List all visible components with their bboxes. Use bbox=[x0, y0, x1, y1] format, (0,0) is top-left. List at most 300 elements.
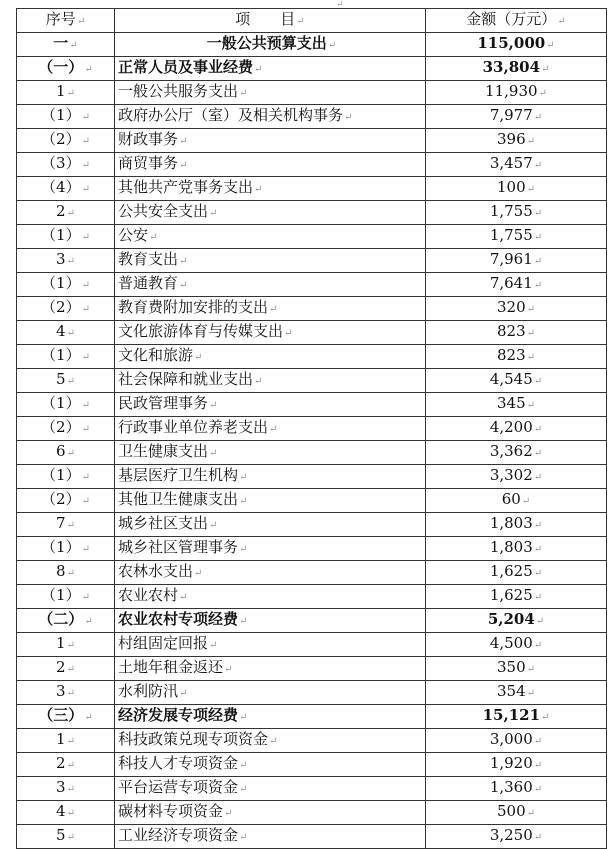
paragraph-mark-icon: ↵ bbox=[81, 184, 90, 195]
row-number bbox=[17, 105, 115, 129]
row-item-text: 一般公共预算支出 bbox=[206, 34, 327, 52]
row-item bbox=[115, 345, 426, 369]
paragraph-mark-icon: ↵ bbox=[533, 208, 543, 219]
row-amount-text: 60 bbox=[501, 490, 521, 508]
row-number bbox=[17, 393, 115, 417]
paragraph-mark-icon: ↵ bbox=[533, 448, 543, 459]
paragraph-mark-icon: ↵ bbox=[81, 304, 90, 315]
table-row bbox=[17, 777, 607, 801]
paragraph-mark-icon: ↵ bbox=[239, 544, 248, 555]
row-number-text: 1 bbox=[56, 730, 66, 748]
row-item bbox=[115, 81, 426, 105]
row-item bbox=[115, 57, 426, 81]
table-row bbox=[17, 81, 607, 105]
row-item bbox=[115, 801, 426, 825]
row-number-text: （1） bbox=[41, 274, 81, 292]
paragraph-mark-icon: ↵ bbox=[533, 760, 543, 771]
row-item-text: 政府办公厅（室）及相关机构事务 bbox=[118, 106, 344, 124]
row-amount bbox=[426, 825, 607, 849]
row-number-text: （4） bbox=[41, 178, 81, 196]
row-amount-text: 823 bbox=[496, 346, 526, 364]
row-number-text: 3 bbox=[56, 682, 66, 700]
row-amount-text: 350 bbox=[496, 658, 526, 676]
row-amount-text: 7,641 bbox=[489, 274, 533, 292]
row-item-text: 平台运营专项资金 bbox=[118, 778, 239, 796]
row-item bbox=[115, 225, 426, 249]
row-item bbox=[115, 321, 426, 345]
paragraph-mark-icon: ↵ bbox=[66, 208, 75, 219]
row-number bbox=[17, 729, 115, 753]
row-amount bbox=[426, 57, 607, 81]
row-item bbox=[115, 489, 426, 513]
row-amount-text: 345 bbox=[496, 394, 526, 412]
row-item-text: 科技人才专项资金 bbox=[118, 754, 239, 772]
row-item-text: 一般公共服务支出 bbox=[118, 82, 239, 100]
row-number bbox=[17, 129, 115, 153]
row-amount-text: 3,250 bbox=[489, 826, 533, 844]
row-number bbox=[17, 585, 115, 609]
row-item-text: 农业农村 bbox=[118, 586, 179, 604]
row-number bbox=[17, 561, 115, 585]
paragraph-mark-icon: ↵ bbox=[66, 328, 75, 339]
row-amount-text: 500 bbox=[496, 802, 526, 820]
row-item bbox=[115, 33, 426, 57]
table-row bbox=[17, 513, 607, 537]
paragraph-mark-icon: ↵ bbox=[84, 64, 93, 75]
table-row bbox=[17, 417, 607, 441]
paragraph-mark-icon: ↵ bbox=[66, 88, 75, 99]
row-number-text: （1） bbox=[41, 394, 81, 412]
paragraph-mark-icon: ↵ bbox=[526, 184, 536, 195]
paragraph-mark-icon: ↵ bbox=[66, 736, 75, 747]
table-row bbox=[17, 801, 607, 825]
row-amount bbox=[426, 273, 607, 297]
row-number-text: （三） bbox=[38, 706, 84, 724]
row-number bbox=[17, 345, 115, 369]
row-item bbox=[115, 177, 426, 201]
row-number bbox=[17, 33, 115, 57]
row-amount-text: 1,625 bbox=[489, 586, 533, 604]
row-item bbox=[115, 201, 426, 225]
row-number-text: （1） bbox=[41, 466, 81, 484]
row-number bbox=[17, 489, 115, 513]
row-item-text: 土地年租金返还 bbox=[118, 658, 224, 676]
row-number-text: 1 bbox=[56, 82, 66, 100]
budget-table-page bbox=[16, 0, 606, 849]
paragraph-mark-icon: ↵ bbox=[533, 280, 543, 291]
row-amount-text: 7,977 bbox=[489, 106, 533, 124]
row-number bbox=[17, 753, 115, 777]
table-row bbox=[17, 633, 607, 657]
row-item-text: 社会保障和就业支出 bbox=[118, 370, 254, 388]
row-amount bbox=[426, 633, 607, 657]
paragraph-mark-icon: ↵ bbox=[239, 88, 248, 99]
paragraph-mark-icon: ↵ bbox=[66, 376, 75, 387]
paragraph-mark-icon: ↵ bbox=[81, 400, 90, 411]
paragraph-mark-icon: ↵ bbox=[254, 64, 263, 75]
row-amount-text: 4,200 bbox=[489, 418, 533, 436]
row-amount bbox=[426, 561, 607, 585]
paragraph-mark-icon: ↵ bbox=[81, 592, 90, 603]
row-amount bbox=[426, 657, 607, 681]
table-row bbox=[17, 609, 607, 633]
paragraph-mark-icon: ↵ bbox=[239, 712, 248, 723]
row-item bbox=[115, 297, 426, 321]
paragraph-mark-icon: ↵ bbox=[66, 784, 75, 795]
row-number-text: 2 bbox=[56, 202, 66, 220]
table-row bbox=[17, 249, 607, 273]
paragraph-mark-icon: ↵ bbox=[224, 808, 233, 819]
paragraph-mark-icon: ↵ bbox=[296, 16, 305, 27]
paragraph-mark-icon: ↵ bbox=[209, 640, 218, 651]
row-number bbox=[17, 225, 115, 249]
paragraph-mark-icon: ↵ bbox=[533, 544, 543, 555]
row-number-text: （一） bbox=[38, 58, 84, 76]
table-row bbox=[17, 177, 607, 201]
table-row bbox=[17, 33, 607, 57]
table-row bbox=[17, 441, 607, 465]
row-number-text: 7 bbox=[56, 514, 66, 532]
row-amount bbox=[426, 489, 607, 513]
paragraph-mark-icon: ↵ bbox=[239, 616, 248, 627]
row-amount-text: 3,302 bbox=[489, 466, 533, 484]
table-row bbox=[17, 825, 607, 849]
paragraph-mark-icon: ↵ bbox=[81, 472, 90, 483]
row-number-text: （2） bbox=[41, 130, 81, 148]
paragraph-mark-icon: ↵ bbox=[81, 136, 90, 147]
row-amount-text: 320 bbox=[496, 298, 526, 316]
row-number-text: （1） bbox=[41, 106, 81, 124]
paragraph-mark-icon: ↵ bbox=[81, 280, 90, 291]
table-header-row bbox=[17, 9, 607, 33]
row-item-text: 农林水支出 bbox=[118, 562, 194, 580]
row-number-text: 4 bbox=[56, 802, 66, 820]
table-row bbox=[17, 273, 607, 297]
paragraph-mark-icon: ↵ bbox=[179, 256, 188, 267]
row-amount bbox=[426, 777, 607, 801]
row-number bbox=[17, 681, 115, 705]
row-amount-text: 3,362 bbox=[489, 442, 533, 460]
row-number bbox=[17, 273, 115, 297]
row-amount-text: 823 bbox=[496, 322, 526, 340]
row-item bbox=[115, 729, 426, 753]
paragraph-mark-icon: ↵ bbox=[76, 16, 86, 27]
row-amount bbox=[426, 585, 607, 609]
table-row bbox=[17, 537, 607, 561]
row-number-text: （1） bbox=[41, 586, 81, 604]
table-row bbox=[17, 153, 607, 177]
table-row bbox=[17, 729, 607, 753]
row-number-text: 6 bbox=[56, 442, 66, 460]
row-amount-text: 1,360 bbox=[489, 778, 533, 796]
paragraph-mark-icon: ↵ bbox=[533, 472, 543, 483]
row-item bbox=[115, 393, 426, 417]
row-amount bbox=[426, 513, 607, 537]
paragraph-mark-icon: ↵ bbox=[179, 688, 188, 699]
row-number bbox=[17, 57, 115, 81]
table-row bbox=[17, 657, 607, 681]
row-amount bbox=[426, 705, 607, 729]
paragraph-mark-icon: ↵ bbox=[269, 424, 278, 435]
table-row bbox=[17, 705, 607, 729]
table-row bbox=[17, 297, 607, 321]
row-amount-text: 115,000 bbox=[477, 34, 546, 52]
row-item-text: 其他卫生健康支出 bbox=[118, 490, 239, 508]
row-amount-text: 3,457 bbox=[489, 154, 533, 172]
row-item bbox=[115, 609, 426, 633]
row-number bbox=[17, 705, 115, 729]
row-amount bbox=[426, 681, 607, 705]
table-row bbox=[17, 681, 607, 705]
paragraph-mark-icon: ↵ bbox=[66, 760, 75, 771]
row-item bbox=[115, 105, 426, 129]
paragraph-mark-icon: ↵ bbox=[269, 304, 278, 315]
paragraph-mark-icon: ↵ bbox=[557, 16, 566, 27]
row-number-text: 2 bbox=[56, 754, 66, 772]
row-number bbox=[17, 177, 115, 201]
row-number-text: 5 bbox=[56, 826, 66, 844]
paragraph-mark-icon: ↵ bbox=[254, 184, 263, 195]
table-row bbox=[17, 225, 607, 249]
row-amount-text: 1,920 bbox=[489, 754, 533, 772]
row-item-text: 普通教育 bbox=[118, 274, 179, 292]
paragraph-mark-icon: ↵ bbox=[66, 688, 75, 699]
row-number bbox=[17, 657, 115, 681]
row-item bbox=[115, 657, 426, 681]
paragraph-mark-icon: ↵ bbox=[533, 832, 543, 843]
row-number-text: （2） bbox=[41, 298, 81, 316]
paragraph-mark-icon: ↵ bbox=[149, 232, 158, 243]
row-item-text: 文化旅游体育与传媒支出 bbox=[118, 322, 284, 340]
paragraph-mark-icon: ↵ bbox=[533, 256, 543, 267]
row-item-text: 教育支出 bbox=[118, 250, 179, 268]
row-item-text: 民政管理事务 bbox=[118, 394, 209, 412]
paragraph-mark-icon: ↵ bbox=[194, 352, 203, 363]
paragraph-mark-icon: ↵ bbox=[284, 328, 293, 339]
row-number-text: （1） bbox=[41, 346, 81, 364]
paragraph-mark-icon: ↵ bbox=[546, 40, 555, 51]
row-number bbox=[17, 417, 115, 441]
table-row bbox=[17, 57, 607, 81]
row-amount bbox=[426, 177, 607, 201]
row-item bbox=[115, 369, 426, 393]
row-amount bbox=[426, 369, 607, 393]
paragraph-mark-icon: ↵ bbox=[533, 568, 543, 579]
paragraph-mark-icon: ↵ bbox=[526, 664, 536, 675]
row-number-text: 一 bbox=[53, 34, 69, 52]
row-item bbox=[115, 561, 426, 585]
paragraph-mark-icon: ↵ bbox=[526, 136, 536, 147]
table-row bbox=[17, 489, 607, 513]
paragraph-mark-icon: ↵ bbox=[533, 424, 543, 435]
paragraph-mark-icon: ↵ bbox=[533, 160, 543, 171]
table-row bbox=[17, 393, 607, 417]
row-item-text: 水利防汛 bbox=[118, 682, 179, 700]
paragraph-mark-icon: ↵ bbox=[526, 688, 536, 699]
paragraph-mark-icon: ↵ bbox=[81, 424, 90, 435]
row-amount bbox=[426, 753, 607, 777]
paragraph-mark-icon: ↵ bbox=[541, 712, 550, 723]
row-number-text: 2 bbox=[56, 658, 66, 676]
row-number-text: 5 bbox=[56, 370, 66, 388]
paragraph-mark-icon: ↵ bbox=[209, 400, 218, 411]
row-number bbox=[17, 321, 115, 345]
paragraph-mark-icon: ↵ bbox=[179, 136, 188, 147]
paragraph-mark-icon: ↵ bbox=[66, 832, 75, 843]
paragraph-mark-icon: ↵ bbox=[327, 40, 337, 51]
paragraph-mark-icon: ↵ bbox=[81, 112, 90, 123]
paragraph-mark-icon: ↵ bbox=[209, 208, 218, 219]
row-item-text: 其他共产党事务支出 bbox=[118, 178, 254, 196]
paragraph-mark-icon: ↵ bbox=[526, 304, 536, 315]
row-amount bbox=[426, 441, 607, 465]
paragraph-mark-icon: ↵ bbox=[254, 376, 263, 387]
paragraph-mark-icon: ↵ bbox=[66, 520, 75, 531]
row-amount bbox=[426, 105, 607, 129]
row-amount-text: 7,961 bbox=[489, 250, 533, 268]
row-number bbox=[17, 465, 115, 489]
row-number bbox=[17, 537, 115, 561]
paragraph-mark-icon: ↵ bbox=[179, 592, 188, 603]
row-amount-text: 1,755 bbox=[489, 226, 533, 244]
paragraph-mark-icon: ↵ bbox=[526, 352, 536, 363]
header-item: 项 目↵ bbox=[115, 9, 426, 33]
row-item-text: 正常人员及事业经费 bbox=[118, 58, 254, 76]
row-item-text: 城乡社区支出 bbox=[118, 514, 209, 532]
row-item-text: 碳材料专项资金 bbox=[118, 802, 224, 820]
paragraph-mark-icon: ↵ bbox=[84, 712, 93, 723]
row-number bbox=[17, 81, 115, 105]
row-amount-text: 33,804 bbox=[482, 58, 541, 76]
row-item-text: 教育费附加安排的支出 bbox=[118, 298, 269, 316]
paragraph-mark-icon: ↵ bbox=[224, 664, 233, 675]
paragraph-mark-icon: ↵ bbox=[526, 328, 536, 339]
row-item bbox=[115, 441, 426, 465]
paragraph-mark-icon: ↵ bbox=[533, 376, 543, 387]
row-item-text: 基层医疗卫生机构 bbox=[118, 466, 239, 484]
row-amount bbox=[426, 297, 607, 321]
row-item bbox=[115, 417, 426, 441]
row-number bbox=[17, 249, 115, 273]
row-amount-text: 5,204 bbox=[487, 610, 535, 628]
paragraph-mark-icon: ↵ bbox=[533, 640, 543, 651]
row-item bbox=[115, 681, 426, 705]
paragraph-mark-icon: ↵ bbox=[239, 784, 248, 795]
paragraph-mark-icon: ↵ bbox=[66, 664, 75, 675]
header-no: 序号↵ bbox=[17, 9, 115, 33]
table-row bbox=[17, 105, 607, 129]
paragraph-mark-icon: ↵ bbox=[526, 808, 536, 819]
table-row bbox=[17, 129, 607, 153]
paragraph-mark-icon: ↵ bbox=[533, 592, 543, 603]
row-item-text: 村组固定回报 bbox=[118, 634, 209, 652]
paragraph-mark-icon: ↵ bbox=[81, 160, 90, 171]
row-item bbox=[115, 153, 426, 177]
table-row bbox=[17, 585, 607, 609]
row-amount bbox=[426, 537, 607, 561]
paragraph-mark-icon: ↵ bbox=[239, 472, 248, 483]
row-amount-text: 396 bbox=[496, 130, 526, 148]
row-amount bbox=[426, 33, 607, 57]
paragraph-mark-icon: ↵ bbox=[526, 400, 536, 411]
row-item bbox=[115, 273, 426, 297]
row-number bbox=[17, 153, 115, 177]
row-item bbox=[115, 777, 426, 801]
row-number bbox=[17, 201, 115, 225]
paragraph-mark-icon: ↵ bbox=[84, 616, 93, 627]
row-item bbox=[115, 825, 426, 849]
paragraph-mark-icon: ↵ bbox=[344, 112, 353, 123]
row-item bbox=[115, 705, 426, 729]
paragraph-mark-icon: ↵ bbox=[538, 88, 547, 99]
row-amount bbox=[426, 801, 607, 825]
row-item bbox=[115, 249, 426, 273]
row-number bbox=[17, 825, 115, 849]
row-number bbox=[17, 369, 115, 393]
row-number bbox=[17, 297, 115, 321]
row-amount-text: 3,000 bbox=[489, 730, 533, 748]
row-item-text: 农业农村专项经费 bbox=[118, 610, 239, 628]
row-item-text: 城乡社区管理事务 bbox=[118, 538, 239, 556]
table-row bbox=[17, 561, 607, 585]
row-amount-text: 4,500 bbox=[489, 634, 533, 652]
header-amount: 金额（万元）↵ bbox=[426, 9, 607, 33]
row-number bbox=[17, 609, 115, 633]
paragraph-mark-icon: ↵ bbox=[179, 280, 188, 291]
table-row bbox=[17, 465, 607, 489]
row-item-text: 商贸事务 bbox=[118, 154, 179, 172]
row-amount bbox=[426, 129, 607, 153]
paragraph-mark-icon: ↵ bbox=[535, 616, 545, 627]
row-amount bbox=[426, 729, 607, 753]
paragraph-mark-icon: ↵ bbox=[81, 232, 90, 243]
table-row bbox=[17, 753, 607, 777]
row-number-text: （1） bbox=[41, 538, 81, 556]
paragraph-mark-icon: ↵ bbox=[533, 736, 543, 747]
row-item-text: 科技政策兑现专项资金 bbox=[118, 730, 269, 748]
paragraph-mark-icon: ↵ bbox=[81, 544, 90, 555]
row-amount bbox=[426, 345, 607, 369]
row-item-text: 财政事务 bbox=[118, 130, 179, 148]
row-number-text: 1 bbox=[56, 634, 66, 652]
row-item-text: 卫生健康支出 bbox=[118, 442, 209, 460]
paragraph-mark-icon: ↵ bbox=[81, 496, 90, 507]
row-number bbox=[17, 777, 115, 801]
table-row bbox=[17, 369, 607, 393]
row-amount bbox=[426, 81, 607, 105]
row-amount-text: 1,625 bbox=[489, 562, 533, 580]
row-item bbox=[115, 129, 426, 153]
paragraph-mark-icon: ↵ bbox=[209, 448, 218, 459]
row-amount bbox=[426, 609, 607, 633]
row-item-text: 经济发展专项经费 bbox=[118, 706, 239, 724]
paragraph-mark-icon: ↵ bbox=[336, 0, 344, 10]
row-number bbox=[17, 441, 115, 465]
paragraph-mark-icon: ↵ bbox=[239, 760, 248, 771]
table-row bbox=[17, 345, 607, 369]
row-amount-text: 11,930 bbox=[485, 82, 538, 100]
budget-table bbox=[16, 8, 607, 849]
row-number-text: （2） bbox=[41, 418, 81, 436]
row-number-text: （二） bbox=[38, 610, 84, 628]
paragraph-mark-icon: ↵ bbox=[541, 64, 550, 75]
row-amount bbox=[426, 153, 607, 177]
paragraph-mark-icon: ↵ bbox=[521, 496, 531, 507]
paragraph-mark-icon: ↵ bbox=[66, 568, 75, 579]
row-item bbox=[115, 537, 426, 561]
row-item bbox=[115, 753, 426, 777]
paragraph-mark-icon: ↵ bbox=[533, 520, 543, 531]
